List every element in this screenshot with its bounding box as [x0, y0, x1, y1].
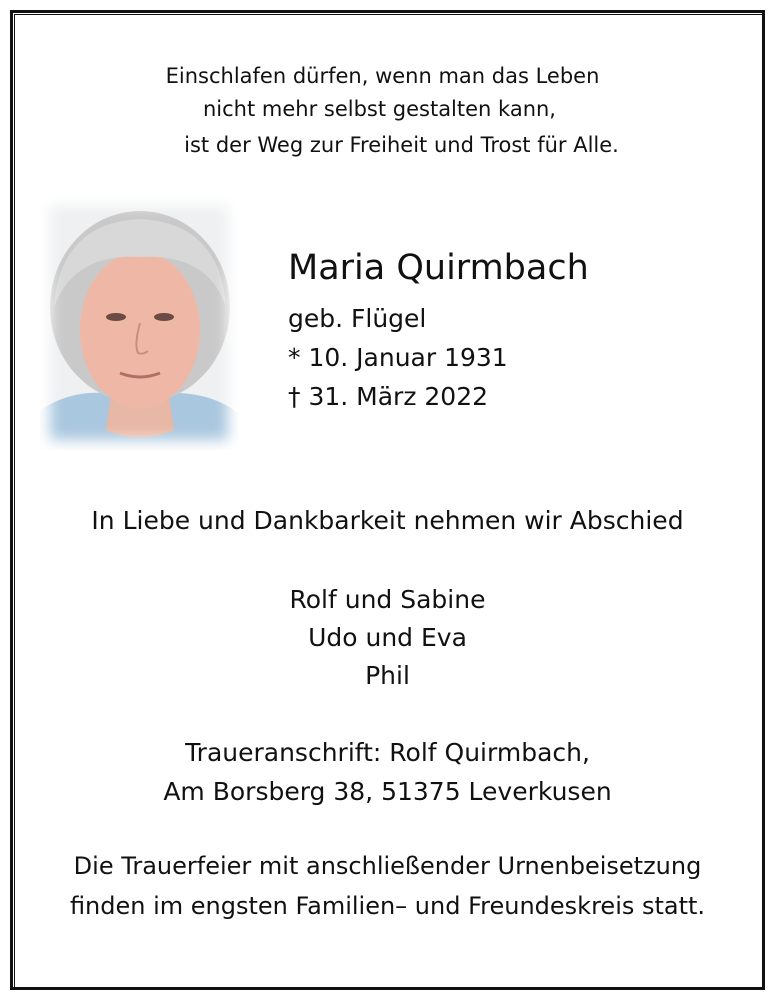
- poem-line: Einschlafen dürfen, wenn man das Leben: [165, 64, 600, 88]
- poem-line: ist der Weg zur Freiheit und Trost für Alle.: [184, 133, 619, 157]
- family-member: Rolf und Sabine: [289, 585, 486, 614]
- inner-border: [14, 14, 763, 988]
- family-member: Phil: [365, 661, 410, 690]
- farewell-text: In Liebe und Dankbarkeit nehmen wir Abschied: [91, 506, 684, 535]
- mourning-address-line: Traueranschrift: Rolf Quirmbach,: [185, 738, 590, 767]
- portrait-photo: [40, 195, 238, 450]
- poem-line: nicht mehr selbst gestalten kann,: [202, 97, 556, 121]
- birth-date: * 10. Januar 1931: [288, 343, 508, 372]
- ceremony-note: Die Trauerfeier mit anschließender Urnenbeisetzung: [73, 852, 702, 880]
- death-date: † 31. März 2022: [288, 382, 489, 411]
- ceremony-note: finden im engsten Familien– und Freundeskreis statt.: [69, 892, 706, 920]
- family-member: Udo und Eva: [308, 623, 467, 652]
- mourning-address-line: Am Borsberg 38, 51375 Leverkusen: [163, 777, 612, 806]
- maiden-name: geb. Flügel: [288, 304, 427, 333]
- deceased-name: Maria Quirmbach: [288, 248, 589, 288]
